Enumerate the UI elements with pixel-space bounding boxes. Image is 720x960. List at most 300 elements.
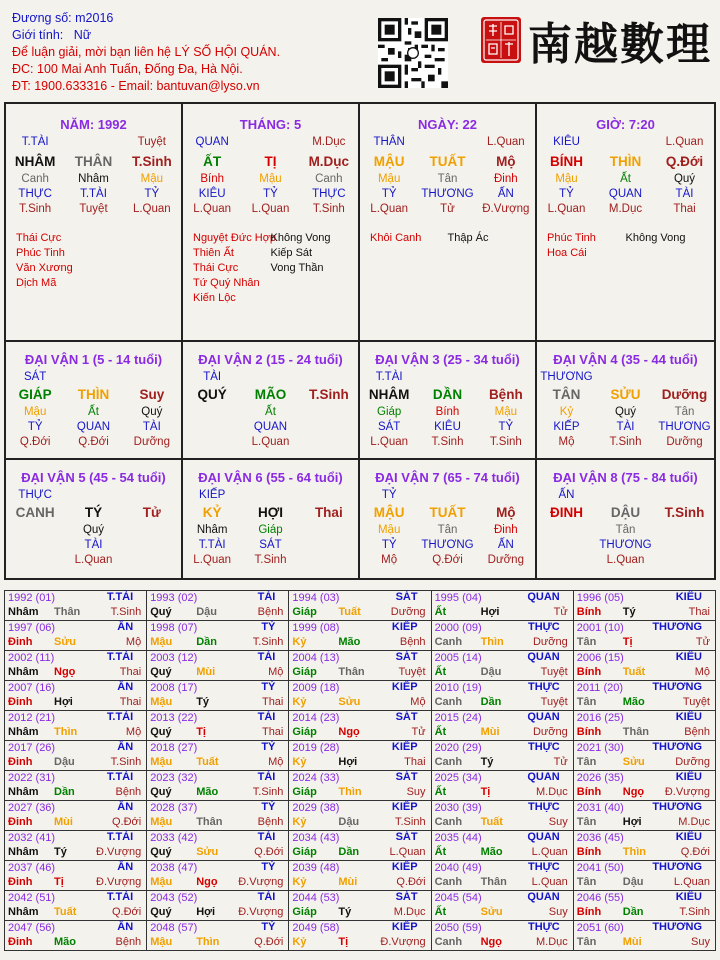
cell-r2-1: HỢI xyxy=(257,505,283,520)
year-cell-content xyxy=(435,681,570,710)
star-name: Dịch Mã xyxy=(16,277,57,289)
year-cell xyxy=(431,591,573,621)
year-stage: M.Dục xyxy=(535,786,568,798)
year-cell-content xyxy=(577,741,712,770)
year-stage: Suy xyxy=(548,906,568,918)
row-r2 xyxy=(537,385,714,405)
dai-van-4 xyxy=(537,342,714,460)
year-stage: Tuyệt xyxy=(398,666,426,678)
year-stage: M.Dục xyxy=(393,906,426,918)
cell-r3-2: Canh xyxy=(315,173,343,185)
cell-r3-2 xyxy=(300,405,358,420)
cell-r4-1: QUAN xyxy=(608,188,643,200)
year-label: 1997 (06) xyxy=(8,622,56,634)
year-god: TỶ xyxy=(261,681,276,693)
year-cell xyxy=(431,741,573,771)
cell-r1-0: KIÊU xyxy=(553,136,580,148)
year-branch: Sửu xyxy=(196,846,219,858)
year-cell-content xyxy=(8,711,143,740)
cell-r2-0: NHÂM xyxy=(368,387,410,402)
star-name: Vong Thần xyxy=(270,262,324,274)
year-label: 2050 (59) xyxy=(434,922,482,934)
year-god: KIÊU xyxy=(675,831,702,843)
cell-r4-0: KIÊU xyxy=(198,188,226,200)
dai-van-3 xyxy=(360,342,537,460)
year-cell-content xyxy=(8,741,143,770)
year-branch: Tý xyxy=(196,696,210,708)
year-label: 2040 (49) xyxy=(434,862,482,874)
cell-r1-2: M.Dục xyxy=(312,136,346,148)
year-cell-content xyxy=(150,771,285,800)
cell-r5-0 xyxy=(537,553,596,568)
year-cell-content xyxy=(435,921,570,950)
stars-left xyxy=(193,231,277,306)
cell-r1-1 xyxy=(241,370,299,385)
cell-r2-0: ĐINH xyxy=(550,505,583,520)
row-r5 xyxy=(537,553,714,568)
year-stem: Giáp xyxy=(292,906,317,918)
row-r3 xyxy=(537,172,714,187)
cell-r5-2 xyxy=(300,553,358,568)
row-r4 xyxy=(360,187,535,202)
year-god: QUAN xyxy=(527,831,560,843)
cell-r1-1 xyxy=(596,135,655,150)
year-stage: Q.Đới xyxy=(111,816,142,828)
contact-invite: Để luận giải, mời bạn liên hệ LÝ SỐ HỘI QUÁN. xyxy=(12,45,281,59)
stars-right xyxy=(448,231,526,246)
year-cell xyxy=(5,771,147,801)
cell-r1-0: THỰC xyxy=(18,489,52,501)
star-name: Thập Ác xyxy=(447,232,489,244)
year-cell-content xyxy=(292,921,427,950)
table-row xyxy=(5,741,716,771)
cell-r3-1: Giáp xyxy=(258,524,283,536)
cell-r5-2: Thai xyxy=(673,203,696,215)
year-cell-content xyxy=(150,741,285,770)
year-god: THƯƠNG xyxy=(652,621,702,633)
year-god: KIẾP xyxy=(391,921,418,933)
year-cell xyxy=(431,831,573,861)
header-info xyxy=(12,10,280,95)
year-cell xyxy=(431,801,573,831)
year-stem: Nhâm xyxy=(8,846,39,858)
cell-r1-1 xyxy=(418,135,476,150)
year-stage: Bệnh xyxy=(115,936,142,948)
cell-r3-0: Bính xyxy=(200,173,224,185)
star-name: Nguyệt Đức Hợp xyxy=(193,232,277,244)
year-stem: Ất xyxy=(434,726,447,738)
year-god: T.TÀI xyxy=(106,651,134,663)
year-god: TỶ xyxy=(261,741,276,753)
year-stage: Đ.Vượng xyxy=(664,786,710,798)
cell-r5-2: Dưỡng xyxy=(666,436,703,448)
year-stage: T.Sinh xyxy=(394,816,426,828)
year-cell xyxy=(573,621,715,651)
year-god: TỶ xyxy=(261,921,276,933)
cell-r2-2: T.Sinh xyxy=(308,387,349,402)
year-god: QUAN xyxy=(527,711,560,723)
cell-r4-1: THƯƠNG xyxy=(599,539,652,551)
year-stage: L.Quan xyxy=(389,846,426,858)
cell-r2-1: TUẤT xyxy=(429,505,466,520)
contact-address: ĐC: 100 Mai Anh Tuấn, Đống Đa, Hà Nội. xyxy=(12,62,243,76)
year-cell xyxy=(431,621,573,651)
cell-r3-2: Đinh xyxy=(493,524,518,536)
year-cell xyxy=(573,861,715,891)
row-r3 xyxy=(6,405,181,420)
cell-r5-0: T.Sinh xyxy=(19,203,52,215)
year-cell xyxy=(147,801,289,831)
year-cell-content xyxy=(292,861,427,890)
table-row xyxy=(5,831,716,861)
year-label: 2010 (19) xyxy=(434,682,482,694)
year-cell xyxy=(289,741,431,771)
year-label: 2023 (32) xyxy=(150,772,198,784)
cell-r3-0: Mậu xyxy=(23,406,47,418)
year-branch: Hợi xyxy=(338,756,358,768)
row-r1 xyxy=(537,488,714,503)
year-branch: Tý xyxy=(338,906,352,918)
year-label: 2018 (27) xyxy=(150,742,198,754)
year-stage: Thai xyxy=(119,666,142,678)
row-r5 xyxy=(537,202,714,217)
year-label: 2044 (53) xyxy=(292,892,340,904)
row-r2 xyxy=(360,503,535,523)
year-cell-content xyxy=(292,891,427,920)
year-stem: Ất xyxy=(434,606,447,618)
year-label: 1995 (04) xyxy=(434,592,482,604)
year-label: 2048 (57) xyxy=(150,922,198,934)
year-branch: Thân xyxy=(54,606,81,618)
row-r2 xyxy=(6,385,181,405)
year-label: 2027 (36) xyxy=(8,802,56,814)
year-stem: Bính xyxy=(576,726,602,738)
year-cell xyxy=(573,711,715,741)
year-branch: Ngọ xyxy=(196,876,218,888)
year-stem: Kỷ xyxy=(292,636,307,648)
year-stage: Đ.Vượng xyxy=(96,876,142,888)
year-label: 2034 (43) xyxy=(292,832,340,844)
star-name: Kiến Lộc xyxy=(193,292,236,304)
cell-r1-1 xyxy=(64,370,122,385)
year-branch: Mùi xyxy=(196,666,216,678)
year-cell xyxy=(147,681,289,711)
row-r4 xyxy=(183,538,358,553)
year-stage: Đ.Vượng xyxy=(238,876,284,888)
year-stem: Đinh xyxy=(8,696,33,708)
cell-r2-1: SỬU xyxy=(610,387,641,402)
year-cell-content xyxy=(150,621,285,650)
cell-r4-1: QUAN xyxy=(253,421,288,433)
year-label: 2047 (56) xyxy=(8,922,56,934)
year-stem: Tân xyxy=(576,936,597,948)
year-god: KIẾP xyxy=(391,861,418,873)
cell-r2-2: Mộ xyxy=(496,154,516,169)
year-cell-content xyxy=(577,591,712,620)
year-stage: T.Sinh xyxy=(252,636,284,648)
year-branch: Dậu xyxy=(54,756,75,768)
cell-r5-1: L.Quan xyxy=(74,554,113,566)
year-cell xyxy=(573,831,715,861)
year-label: 2032 (41) xyxy=(8,832,56,844)
year-stage: Bệnh xyxy=(257,606,284,618)
cell-r3-2: Quý xyxy=(141,406,163,418)
year-branch: Ngọ xyxy=(622,786,645,798)
cell-r3-1: Quý xyxy=(614,406,637,418)
year-stage: Đ.Vượng xyxy=(96,846,142,858)
year-cell-content xyxy=(292,591,427,620)
dai-van-6 xyxy=(183,460,360,578)
cell-r3-1: Ất xyxy=(88,406,99,418)
year-stage: Q.Đới xyxy=(680,846,710,858)
year-cell-content xyxy=(577,711,712,740)
cell-r1-1 xyxy=(418,370,476,385)
year-god: TỶ xyxy=(261,801,276,813)
year-stage: Thai xyxy=(404,756,426,768)
cell-r1-0: TÀI xyxy=(203,371,222,383)
row-r4 xyxy=(6,538,181,553)
year-god: KIÊU xyxy=(675,591,702,603)
year-stem: Giáp xyxy=(292,606,317,618)
year-label: 2007 (16) xyxy=(8,682,56,694)
year-cell xyxy=(431,861,573,891)
cell-r2-0: MẬU xyxy=(373,505,405,520)
cell-r4-2 xyxy=(300,420,358,435)
year-label: 2021 (30) xyxy=(576,742,624,754)
cell-r3-2: Tân xyxy=(674,406,695,418)
year-cell xyxy=(289,591,431,621)
year-stem: Giáp xyxy=(292,846,317,858)
year-label: 2045 (54) xyxy=(434,892,482,904)
year-branch: Tuất xyxy=(196,756,219,768)
year-god: SÁT xyxy=(395,651,418,663)
pillar-title: THÁNG: 5 xyxy=(239,117,302,132)
row-r1 xyxy=(537,135,714,150)
year-god: THƯƠNG xyxy=(652,801,702,813)
row-r5 xyxy=(6,202,181,217)
dai-van-title: ĐẠI VẬN 6 (55 - 64 tuổi) xyxy=(198,470,343,485)
cell-r1-1 xyxy=(64,135,122,150)
year-cell xyxy=(573,771,715,801)
cell-r1-2: L.Quan xyxy=(665,136,704,148)
cell-r2-1: DẬU xyxy=(610,505,641,520)
cell-r1-0: TỶ xyxy=(381,489,397,501)
cell-r4-2: THỰC xyxy=(312,188,346,200)
year-god: THỰC xyxy=(528,621,560,633)
year-stem: Quý xyxy=(150,906,172,918)
year-stage: Suy xyxy=(548,816,568,828)
year-branch: Hợi xyxy=(196,906,216,918)
year-cell xyxy=(289,801,431,831)
year-stage: Dưỡng xyxy=(532,726,568,738)
year-branch: Tý xyxy=(480,756,494,768)
cell-r5-1: T.Sinh xyxy=(609,436,642,448)
row-r2 xyxy=(183,152,358,172)
year-label: 2024 (33) xyxy=(292,772,340,784)
cell-r5-2: T.Sinh xyxy=(312,203,345,215)
year-label: 2025 (34) xyxy=(434,772,482,784)
cell-r1-1 xyxy=(241,488,299,503)
year-god: THỰC xyxy=(528,801,560,813)
year-cell-content xyxy=(435,891,570,920)
year-cell xyxy=(5,861,147,891)
year-god: TÀI xyxy=(257,591,276,603)
year-label: 1993 (02) xyxy=(150,592,198,604)
year-branch: Tị xyxy=(338,936,349,948)
year-branch: Dậu xyxy=(622,876,644,888)
year-branch: Mão xyxy=(622,696,645,708)
cell-r5-1: L.Quan xyxy=(251,203,290,215)
row-r2 xyxy=(360,152,535,172)
cell-r4-2: TÀI xyxy=(142,421,161,433)
year-cell-content xyxy=(577,621,712,650)
year-cell xyxy=(147,771,289,801)
year-stage: Dưỡng xyxy=(532,636,568,648)
annual-luck-table xyxy=(4,590,716,951)
star-name: Kiếp Sát xyxy=(270,247,313,259)
year-stage: M.Dục xyxy=(678,816,710,828)
year-stage: Q.Đới xyxy=(396,876,426,888)
year-cell-content xyxy=(435,831,570,860)
star-name: Văn Xương xyxy=(16,262,73,274)
year-god: TÀI xyxy=(257,771,276,783)
year-cell xyxy=(5,921,147,951)
cell-r4-0 xyxy=(537,538,596,553)
year-cell xyxy=(289,711,431,741)
year-label: 2016 (25) xyxy=(576,712,624,724)
cell-r2-0: BÍNH xyxy=(550,154,583,169)
year-branch: Tuất xyxy=(338,606,361,618)
year-branch: Dậu xyxy=(480,666,502,678)
year-label: 2041 (50) xyxy=(576,862,624,874)
cell-r3-2: Mậu xyxy=(494,406,517,418)
year-god: THỰC xyxy=(528,861,560,873)
year-branch: Tị xyxy=(480,786,491,798)
row-r4 xyxy=(537,187,714,202)
year-cell-content xyxy=(8,621,143,650)
cell-r4-2: ẤN xyxy=(497,539,514,551)
cell-r3-0: Giáp xyxy=(377,406,402,418)
year-stem: Mậu xyxy=(150,696,173,708)
year-stem: Đinh xyxy=(8,816,33,828)
cell-r2-2: T.Sinh xyxy=(131,154,172,169)
cell-r1-2 xyxy=(300,488,358,503)
row-r3 xyxy=(360,523,535,538)
row-r1 xyxy=(183,488,358,503)
year-cell xyxy=(5,831,147,861)
year-branch: Thân xyxy=(196,816,223,828)
year-cell xyxy=(289,921,431,951)
cell-r4-1: T.TÀI xyxy=(80,188,107,200)
year-cell-content xyxy=(292,771,427,800)
cell-r4-0: SÁT xyxy=(377,421,401,433)
cell-r3-1: Ất xyxy=(265,406,276,418)
year-god: SÁT xyxy=(395,711,418,723)
year-cell-content xyxy=(435,651,570,680)
cell-r3-1: Bính xyxy=(435,406,460,418)
year-god: TÀI xyxy=(257,651,276,663)
year-god: QUAN xyxy=(527,771,560,783)
year-stem: Nhâm xyxy=(8,666,39,678)
star-name: Thái Cực xyxy=(193,262,239,274)
cell-r1-0: ẤN xyxy=(558,489,575,501)
dai-van-title: ĐẠI VẬN 5 (45 - 54 tuổi) xyxy=(21,470,166,485)
row-r1 xyxy=(6,370,181,385)
year-branch: Tuất xyxy=(480,816,503,828)
year-branch: Dần xyxy=(338,846,360,858)
year-stage: Suy xyxy=(406,786,426,798)
row-r1 xyxy=(183,135,358,150)
cell-r2-1: TÝ xyxy=(84,505,103,520)
star-name: Tứ Quý Nhân xyxy=(193,277,260,289)
year-stage: Bệnh xyxy=(684,726,710,738)
stars-list xyxy=(183,231,358,306)
year-cell xyxy=(289,891,431,921)
year-cell-content xyxy=(577,891,712,920)
year-label: 2028 (37) xyxy=(150,802,198,814)
cell-r4-1: THƯƠNG xyxy=(421,188,474,200)
dai-van-grid xyxy=(4,342,716,580)
year-label: 1992 (01) xyxy=(8,592,56,604)
year-stem: Ất xyxy=(434,906,447,918)
year-stage: Tử xyxy=(695,636,710,648)
table-row xyxy=(5,681,716,711)
year-branch: Ngọ xyxy=(338,726,360,738)
year-label: 2002 (11) xyxy=(8,652,55,664)
year-cell-content xyxy=(292,711,427,740)
year-stage: Mộ xyxy=(125,636,142,648)
cell-r1-2: L.Quan xyxy=(486,136,525,148)
year-cell-content xyxy=(8,681,143,710)
row-r3 xyxy=(183,405,358,420)
year-cell xyxy=(147,591,289,621)
year-label: 2000 (09) xyxy=(434,622,482,634)
year-branch: Thìn xyxy=(622,846,646,858)
cell-r2-2: Dưỡng xyxy=(661,387,708,402)
cell-r1-2 xyxy=(477,370,535,385)
year-label: 2005 (14) xyxy=(434,652,482,664)
cell-r2-2: Thai xyxy=(314,505,343,520)
year-cell-content xyxy=(292,831,427,860)
table-row xyxy=(5,651,716,681)
year-branch: Mão xyxy=(338,636,361,648)
year-cell xyxy=(431,771,573,801)
stars-left xyxy=(370,231,448,246)
year-label: 2037 (46) xyxy=(8,862,56,874)
row-r1 xyxy=(6,135,181,150)
stars-right xyxy=(626,231,705,261)
year-stage: Tuyệt xyxy=(540,666,568,678)
cell-r3-2: Mậu xyxy=(140,173,163,185)
qr-code-icon xyxy=(378,18,448,88)
star-name: Phúc Tinh xyxy=(16,247,65,259)
year-stage: Thai xyxy=(261,696,284,708)
year-label: 2031 (40) xyxy=(576,802,624,814)
year-god: KIẾP xyxy=(391,801,418,813)
cell-r1-2 xyxy=(123,370,181,385)
year-god: SÁT xyxy=(395,771,418,783)
cell-r5-0: L.Quan xyxy=(370,436,409,448)
cell-r2-2: Suy xyxy=(139,387,165,402)
cell-r5-1: Q.Đới xyxy=(78,436,109,448)
cell-r2-0: QUÝ xyxy=(197,387,227,402)
cell-r5-2 xyxy=(655,553,714,568)
year-stem: Kỷ xyxy=(292,816,307,828)
cell-r3-1: Ất xyxy=(620,173,631,185)
year-cell-content xyxy=(577,651,712,680)
year-label: 2009 (18) xyxy=(292,682,340,694)
year-label: 2012 (21) xyxy=(8,712,56,724)
